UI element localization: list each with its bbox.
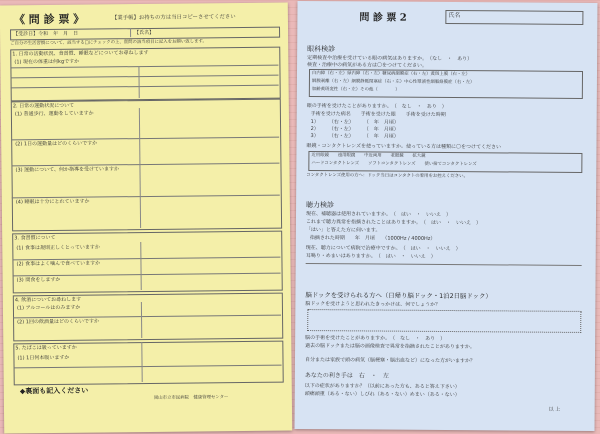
hearing-line: これまで聴力異常を指摘されたことはありますか。 （ はい ・ いいえ ） — [305, 219, 481, 227]
section-4-q2: (2) 1回の飲酒量はどのくらいですか — [17, 318, 99, 326]
section-5-heading: 5. たばこは吸っていますか — [15, 344, 77, 352]
section-2-q3: (3) 運動について、何か指導を受けていますか — [15, 166, 120, 174]
brain-dock-heading: 脳ドックを受けられる方へ（日帰り脳ドック・1泊2日脳ドック） — [305, 291, 492, 301]
eye-line: 手術を受けた病名 手術を受けた眼 手術を受けた時期 — [310, 111, 446, 118]
eye-line: 定期検査や治療を受けている眼の病気はありますか。 （なし ・ あり） — [307, 55, 473, 63]
section-2-q2: (2) 1日の運動量はどのくらいですか — [15, 140, 98, 148]
section-5-q1: (1) 1日何本吸いますか — [17, 354, 70, 362]
left-questionnaire-sheet — [0, 3, 292, 434]
left-form-note: 【業手帳】お持ちの方は当日コピーさせてください — [111, 14, 236, 22]
eye-line: 加齢黄斑変性（右・左）その他（ ） — [311, 87, 400, 93]
section-3-q3: (3) 間食をしますか — [16, 276, 61, 284]
brain-line: 脳ドックを受けようと思われたきっかけは、何でしょうか？ — [305, 301, 441, 308]
visit-date-field: 【受診日】令和 年 月 日 — [13, 30, 79, 38]
field-divider — [130, 28, 131, 37]
section-3-heading: 3. 食習慣について — [14, 234, 56, 242]
hearing-line: 耳鳴り・めまいはありますか。 （ はい ・ いいえ ） — [305, 253, 436, 260]
hearing-line: 指摘された時期 年 月頃 （1000Hz / 4000Hz） — [309, 235, 436, 242]
end-mark: 以 上 — [548, 406, 561, 413]
reason-answer-box — [307, 309, 581, 333]
section-3-q2: (2) 食事はよく噛んで食べていますか — [16, 260, 101, 268]
eye-line: 1） （右・左） （ 年 月頃） — [310, 119, 399, 126]
name-box — [445, 10, 583, 25]
right-questionnaire-sheet — [295, 1, 598, 431]
eye-exam-heading: 眼科検診 — [307, 45, 336, 54]
brain-line: 過去の脳ドックまたは脳の画像検査で異常を指摘されたことがありますか。 — [305, 343, 475, 351]
section-1-q1: (1) 現在の体重は何kgですか — [14, 58, 80, 66]
hearing-line: 現在、聴力について病院で治療中ですか。 （ はい ・ いいえ ） — [305, 245, 461, 253]
section-3-q1: (1) 食事は規則正しくとっていますか — [16, 244, 100, 252]
left-issuer: 岡山市立市民病院 健康管理センター — [153, 395, 229, 401]
eye-line: 3） （右・左） （ 年 月頃） — [310, 133, 399, 140]
brain-line: 脳の手術を受けたことがありますか。 （ なし ・ あり ） — [305, 335, 446, 342]
section-2-heading: 2. 日常の運動状況について — [12, 102, 75, 110]
eye-line: 検査・治療中の病気がある方は〇をつけてください。 — [307, 62, 428, 69]
left-footer-note: ◆裏面も記入ください — [19, 386, 89, 396]
left-form-notice: ご自分の生活習慣について、該当する□にチェックの上、質問の該当項目に記入をお願い致します。 — [10, 39, 207, 47]
hearing-exam-heading: 聴力検診 — [306, 201, 335, 210]
left-form-title: 《 問 診 票 》 — [13, 12, 85, 27]
section-2-q4: (4) 睡眠は十分にとれていますか — [15, 198, 90, 206]
eye-line: 網膜剥離（右・左）網膜静脈閉塞症（右・左）中心性漿液性網脈絡膜症（右・左） — [311, 79, 475, 86]
section-2-q1: (1) 普通歩行、運動をしていますか — [14, 110, 94, 118]
right-form-title: 問 診 票 2 — [359, 12, 407, 24]
hearing-line: 現在、補聴器は使用されていますか。 （ はい ・ いいえ ） — [305, 211, 452, 219]
section-4-heading: 4. 飲酒についてお尋ねします — [14, 296, 82, 304]
section-1-heading: 1. 日常の活動状況、食習慣、睡眠などについてお尋ねします — [12, 49, 149, 58]
eye-line: 眼鏡・コンタクトレンズを使っていますか。使っている方は種類に〇をつけてください — [306, 143, 502, 151]
eye-line: 眼の手術を受けたことがありますか。 （ なし ・ あり ） — [306, 103, 447, 111]
name-label: 氏名 — [448, 12, 461, 20]
eye-line: 白内障（右・左）緑内障（右・左）糖尿病網膜症（右・左）黄斑上膜（右・左） — [311, 71, 471, 78]
hearing-line: 「はい」と答えた方に伺います。 — [305, 227, 381, 234]
name-field: 【氏名】 — [134, 29, 155, 37]
eye-line: ハードコンタクトレンズ ソフトコンタクトレンズ 使い捨てコンタクトレンズ — [311, 161, 477, 168]
section-rule — [306, 263, 582, 266]
eye-line: 近用眼鏡 遠用眼鏡 中近両用 老眼鏡 拡大鏡 — [311, 153, 426, 159]
brain-line: あなたの利き手は 右 ・ 左 — [304, 372, 389, 380]
brain-line: 自分または家族で頭の病気（脳梗塞・脳出血など）になった方がいますか？ — [304, 357, 476, 365]
section-4-q1: (1) アルコールはのみますか — [16, 304, 81, 312]
brain-line: 頭痛頭重（ある・ない）しびれ（ある・ない）めまい（ある・ない） — [304, 391, 460, 399]
eye-line: 2） （右・左） （ 年 月頃） — [310, 126, 399, 133]
eye-line: コンタクトレンズ使用の方へ：ドック当日はコンタクトの着用をお控えください。 — [306, 173, 468, 180]
brain-line: 以下の症状がありますか？（以前にあった方も、あると答え下さい） — [304, 383, 460, 391]
